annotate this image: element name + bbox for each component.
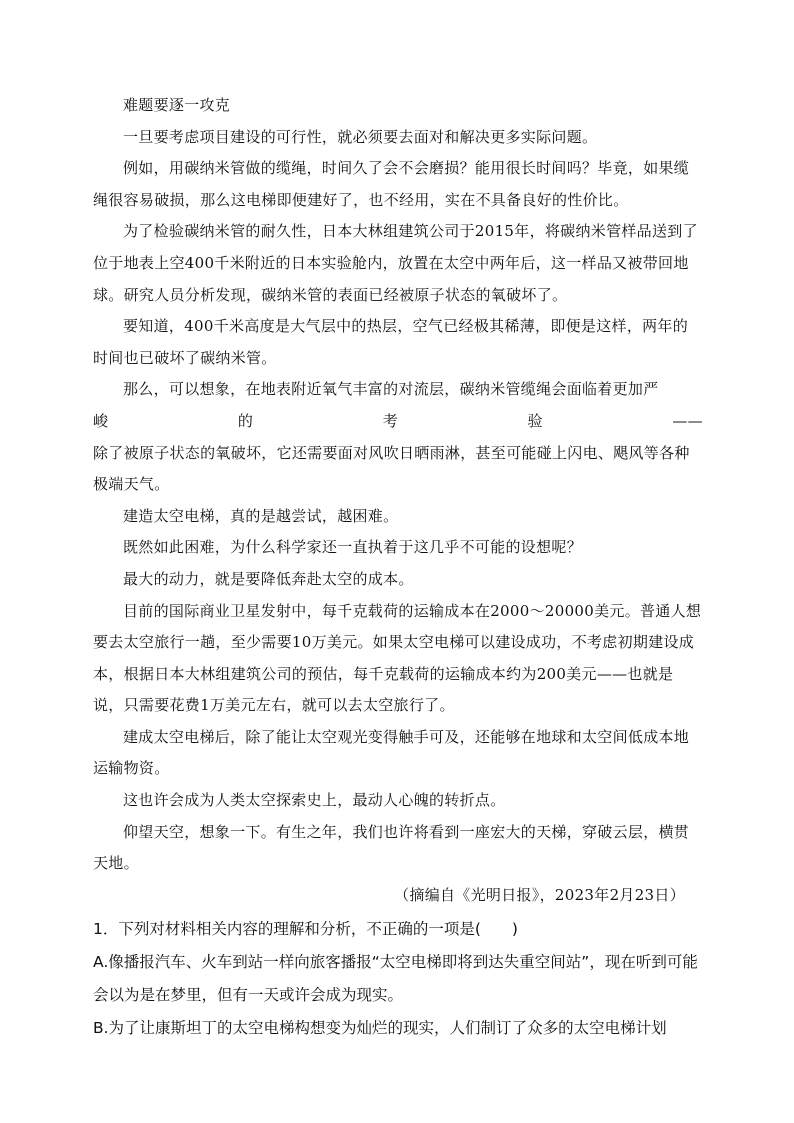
justified-line (93, 406, 703, 438)
word: 的 (237, 411, 254, 430)
option-a: A.像播报汽车、火车到站一样向旅客播报“太空电梯即将到达失重空间站”，现在听到可能会以为是在梦里，但有一天或许会成为现实。 (93, 953, 698, 1005)
paragraph: 这也许会成为人类太空探索史上，最动人心魄的转折点。 (123, 791, 506, 810)
word: 验 (527, 411, 543, 430)
word: 考 (382, 411, 398, 430)
paragraph: 建成太空电梯后，除了能让太空观光变得触手可及，还能够在地球和太空间低成本地运输物资。 (93, 727, 690, 778)
paragraph: 要知道，400千米高度是大气层中的热层，空气已经极其稀薄，即便是这样，两年的时间也已破坏了碳纳米管。 (93, 317, 689, 367)
paragraph-continuation: 除了被原子状态的氧破坏，它还需要面对风吹日晒雨淋，甚至可能碰上闪电、飓风等各种极端天气。 (93, 443, 690, 494)
word: —— (672, 411, 703, 430)
paragraph: 建造太空电梯，真的是越尝试，越困难。 (123, 506, 399, 525)
paragraph: 仰望天空，想象一下。有生之年，我们也许将看到一座宏大的天梯，穿破云层，横贯天地。 (93, 822, 690, 873)
word: 峻 (93, 411, 109, 430)
section-heading: 难题要逐一攻克 (123, 96, 231, 114)
source-citation: （摘编自《光明日报》，2023年2月23日） (394, 885, 685, 904)
paragraph: 目前的国际商业卫星发射中，每千克载荷的运输成本在2000～20000美元。普通人想要去太空旅行一趟，至少需要10万美元。如果太空电梯可以建设成功，不考虑初期建设成本，根据日本大林组建筑公司的预估，每千克载荷的运输成本约为200美元——也就是说，只需要花费1万美元左右，就可以去太空旅行了。 (93, 601, 702, 715)
document-page (93, 90, 703, 1045)
paragraph: 为了检验碳纳米管的耐久性，日本大林组建筑公司于2015年，将碳纳米管样品送到了位于地表上空400千米附近的日本实验舱内，放置在太空中两年后，这一样品又被带回地球。研究人员分析发现，碳纳米管的表面已经被原子状态的氧破坏了。 (93, 222, 698, 304)
paragraph: 最大的动力，就是要降低奔赴太空的成本。 (123, 569, 414, 588)
paragraph: 一旦要考虑项目建设的可行性，就必须要去面对和解决更多实际问题。 (123, 127, 598, 146)
paragraph: 例如，用碳纳米管做的缆绳，时间久了会不会磨损？能用很长时间吗？毕竟，如果缆绳很容易破损，那么这电梯即便建好了，也不经用，实在不具备良好的性价比。 (93, 159, 690, 209)
paragraph: 既然如此困难，为什么科学家还一直执着于这几乎不可能的设想呢？ (123, 538, 583, 557)
paragraph: 那么，可以想象，在地表附近氧气丰富的对流层，碳纳米管缆绳会面临着更加严 (123, 380, 659, 399)
option-b: B.为了让康斯坦丁的太空电梯构想变为灿烂的现实，人们制订了众多的太空电梯计划 (93, 1019, 667, 1038)
article-body (93, 90, 703, 911)
question-stem: 1．下列对材料相关内容的理解和分析，不正确的一项是( ) (93, 920, 518, 939)
question-section (93, 913, 703, 1045)
